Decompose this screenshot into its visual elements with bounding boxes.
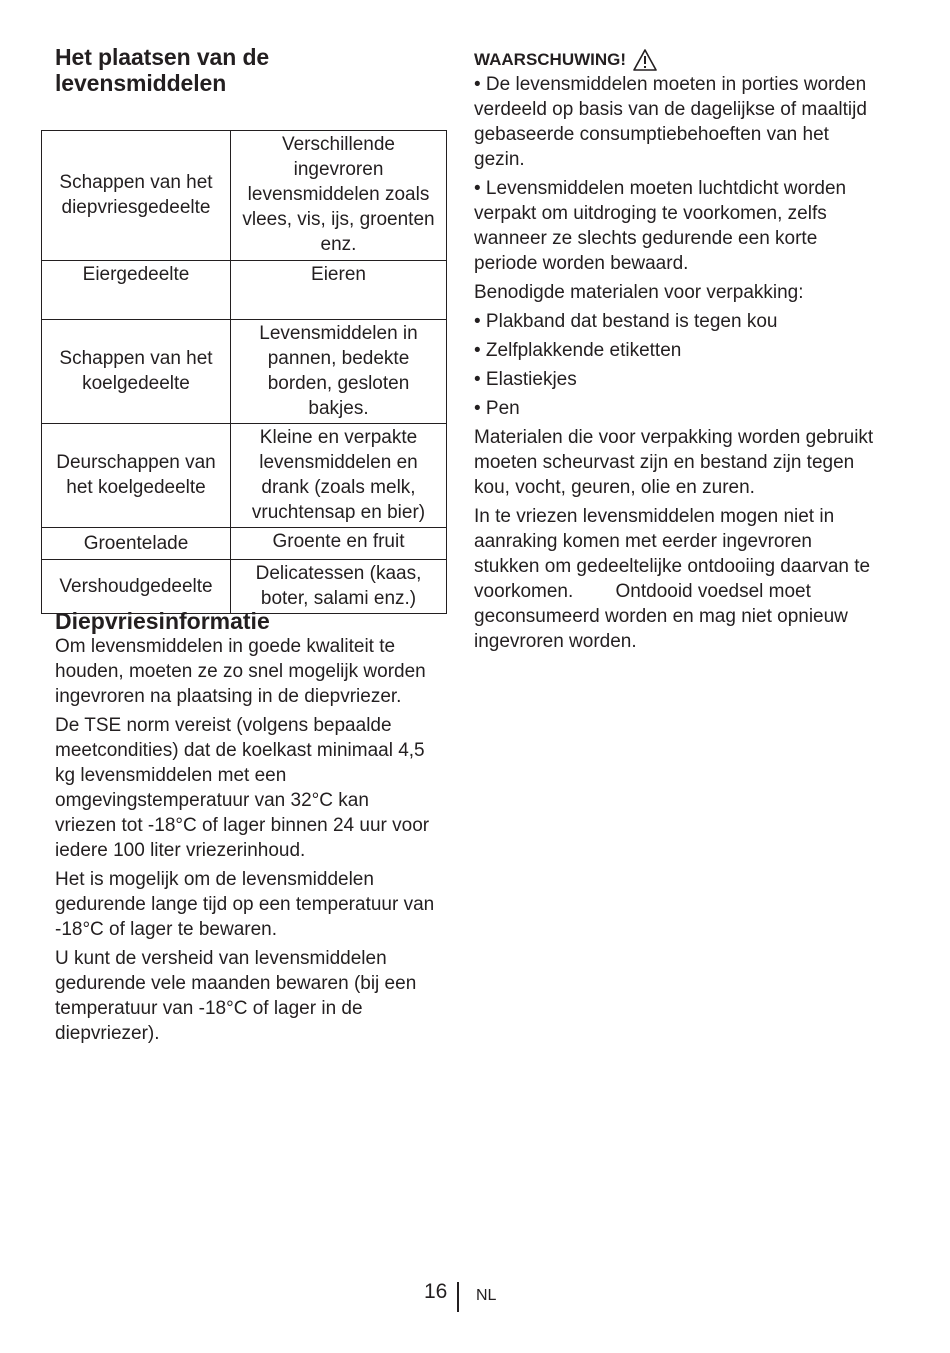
paragraph: Benodigde materialen voor verpakking: bbox=[474, 282, 804, 303]
paragraph: Het is mogelijk om de levensmiddelen gedurende lange tijd op een temperatuur van -18°C of lager te bewaren. bbox=[55, 869, 435, 940]
warning-triangle-icon bbox=[632, 48, 658, 72]
list-item: • Plakband dat bestand is tegen kou bbox=[474, 311, 778, 332]
left-column bbox=[55, 44, 435, 96]
table-row bbox=[42, 560, 447, 614]
list-item: • Zelfplakkende etiketten bbox=[474, 340, 682, 361]
paragraph: De TSE norm vereist (volgens bepaalde meetcondities) dat de koelkast minimaal 4,5 kg levensmiddelen met een omgevingstemperatuur van 32°C kan vriezen tot -18°C of lager binnen 24 uur voor iedere 100 liter vriezerinhoud. bbox=[55, 715, 430, 861]
food-placement-table bbox=[41, 130, 447, 614]
page-footer bbox=[0, 1278, 950, 1318]
paragraph: In te vriezen levensmiddelen mogen niet in aanraking komen met eerder ingevroren stukken om gedeeltelijke ontdooiing daarvan te voorkomen. Ontdooid voedsel moet geconsumeerd worden en mag niet opnieuw ingevroren worden. bbox=[474, 506, 876, 652]
paragraph: U kunt de versheid van levensmiddelen gedurende vele maanden bewaren (bij een temperatuur van -18°C of lager in de diepvriezer). bbox=[55, 948, 417, 1044]
table-row bbox=[42, 261, 447, 320]
table-cell-compartment: Groentelade bbox=[42, 528, 231, 560]
list-item: • Pen bbox=[474, 398, 520, 419]
table-row bbox=[42, 528, 447, 560]
table-row bbox=[42, 131, 447, 261]
paragraph: Om levensmiddelen in goede kwaliteit te houden, moeten ze zo snel mogelijk worden ingevroren na plaatsing in de diepvriezer. bbox=[55, 636, 426, 707]
list-item: • Elastiekjes bbox=[474, 369, 577, 390]
paragraph: Materialen die voor verpakking worden gebruikt moeten scheurvast zijn en bestand zijn tegen kou, vocht, geuren, olie en zuren. bbox=[474, 427, 874, 498]
right-column bbox=[474, 46, 874, 658]
table-cell-food: Delicatessen (kaas, boter, salami enz.) bbox=[231, 560, 447, 614]
table-cell-food: Eieren bbox=[231, 261, 447, 320]
warning-heading bbox=[474, 48, 874, 72]
language-code: NL bbox=[476, 1287, 497, 1304]
table-row bbox=[42, 320, 447, 424]
table-row bbox=[42, 424, 447, 528]
table-cell-food: Levensmiddelen in pannen, bedekte borden, gesloten bakjes. bbox=[231, 320, 447, 424]
table-cell-compartment: Schappen van het koelgedeelte bbox=[42, 320, 231, 424]
freeze-info-section bbox=[55, 608, 435, 1050]
table-cell-compartment: Eiergedeelte bbox=[42, 261, 231, 320]
footer-divider bbox=[457, 1282, 459, 1312]
page-number: 16 bbox=[424, 1280, 448, 1303]
table-cell-food: Groente en fruit bbox=[231, 528, 447, 560]
paragraph: • Levensmiddelen moeten luchtdicht worden verpakt om uitdroging te voorkomen, zelfs wanneer ze slechts gedurende een korte periode worden bewaard. bbox=[474, 178, 847, 274]
table-cell-compartment: Deurschappen van het koelgedeelte bbox=[42, 424, 231, 528]
table-cell-compartment: Vershoudgedeelte bbox=[42, 560, 231, 614]
section-title: Het plaatsen van de levensmiddelen bbox=[55, 44, 270, 96]
paragraph: • De levensmiddelen moeten in porties worden verdeeld op basis van de dagelijkse of maaltijd gebaseerde consumptiebehoeften van het gezin. bbox=[474, 74, 867, 170]
warning-title: WAARSCHUWING! bbox=[474, 50, 627, 69]
table-cell-food: Kleine en verpakte levensmiddelen en drank (zoals melk, vruchtensap en bier) bbox=[231, 424, 447, 528]
table-cell-food: Verschillende ingevroren levensmiddelen zoals vlees, vis, ijs, groenten enz. bbox=[231, 131, 447, 261]
freeze-info-title: Diepvriesinformatie bbox=[55, 608, 270, 634]
table-cell-compartment: Schappen van het diepvriesgedeelte bbox=[42, 131, 231, 261]
